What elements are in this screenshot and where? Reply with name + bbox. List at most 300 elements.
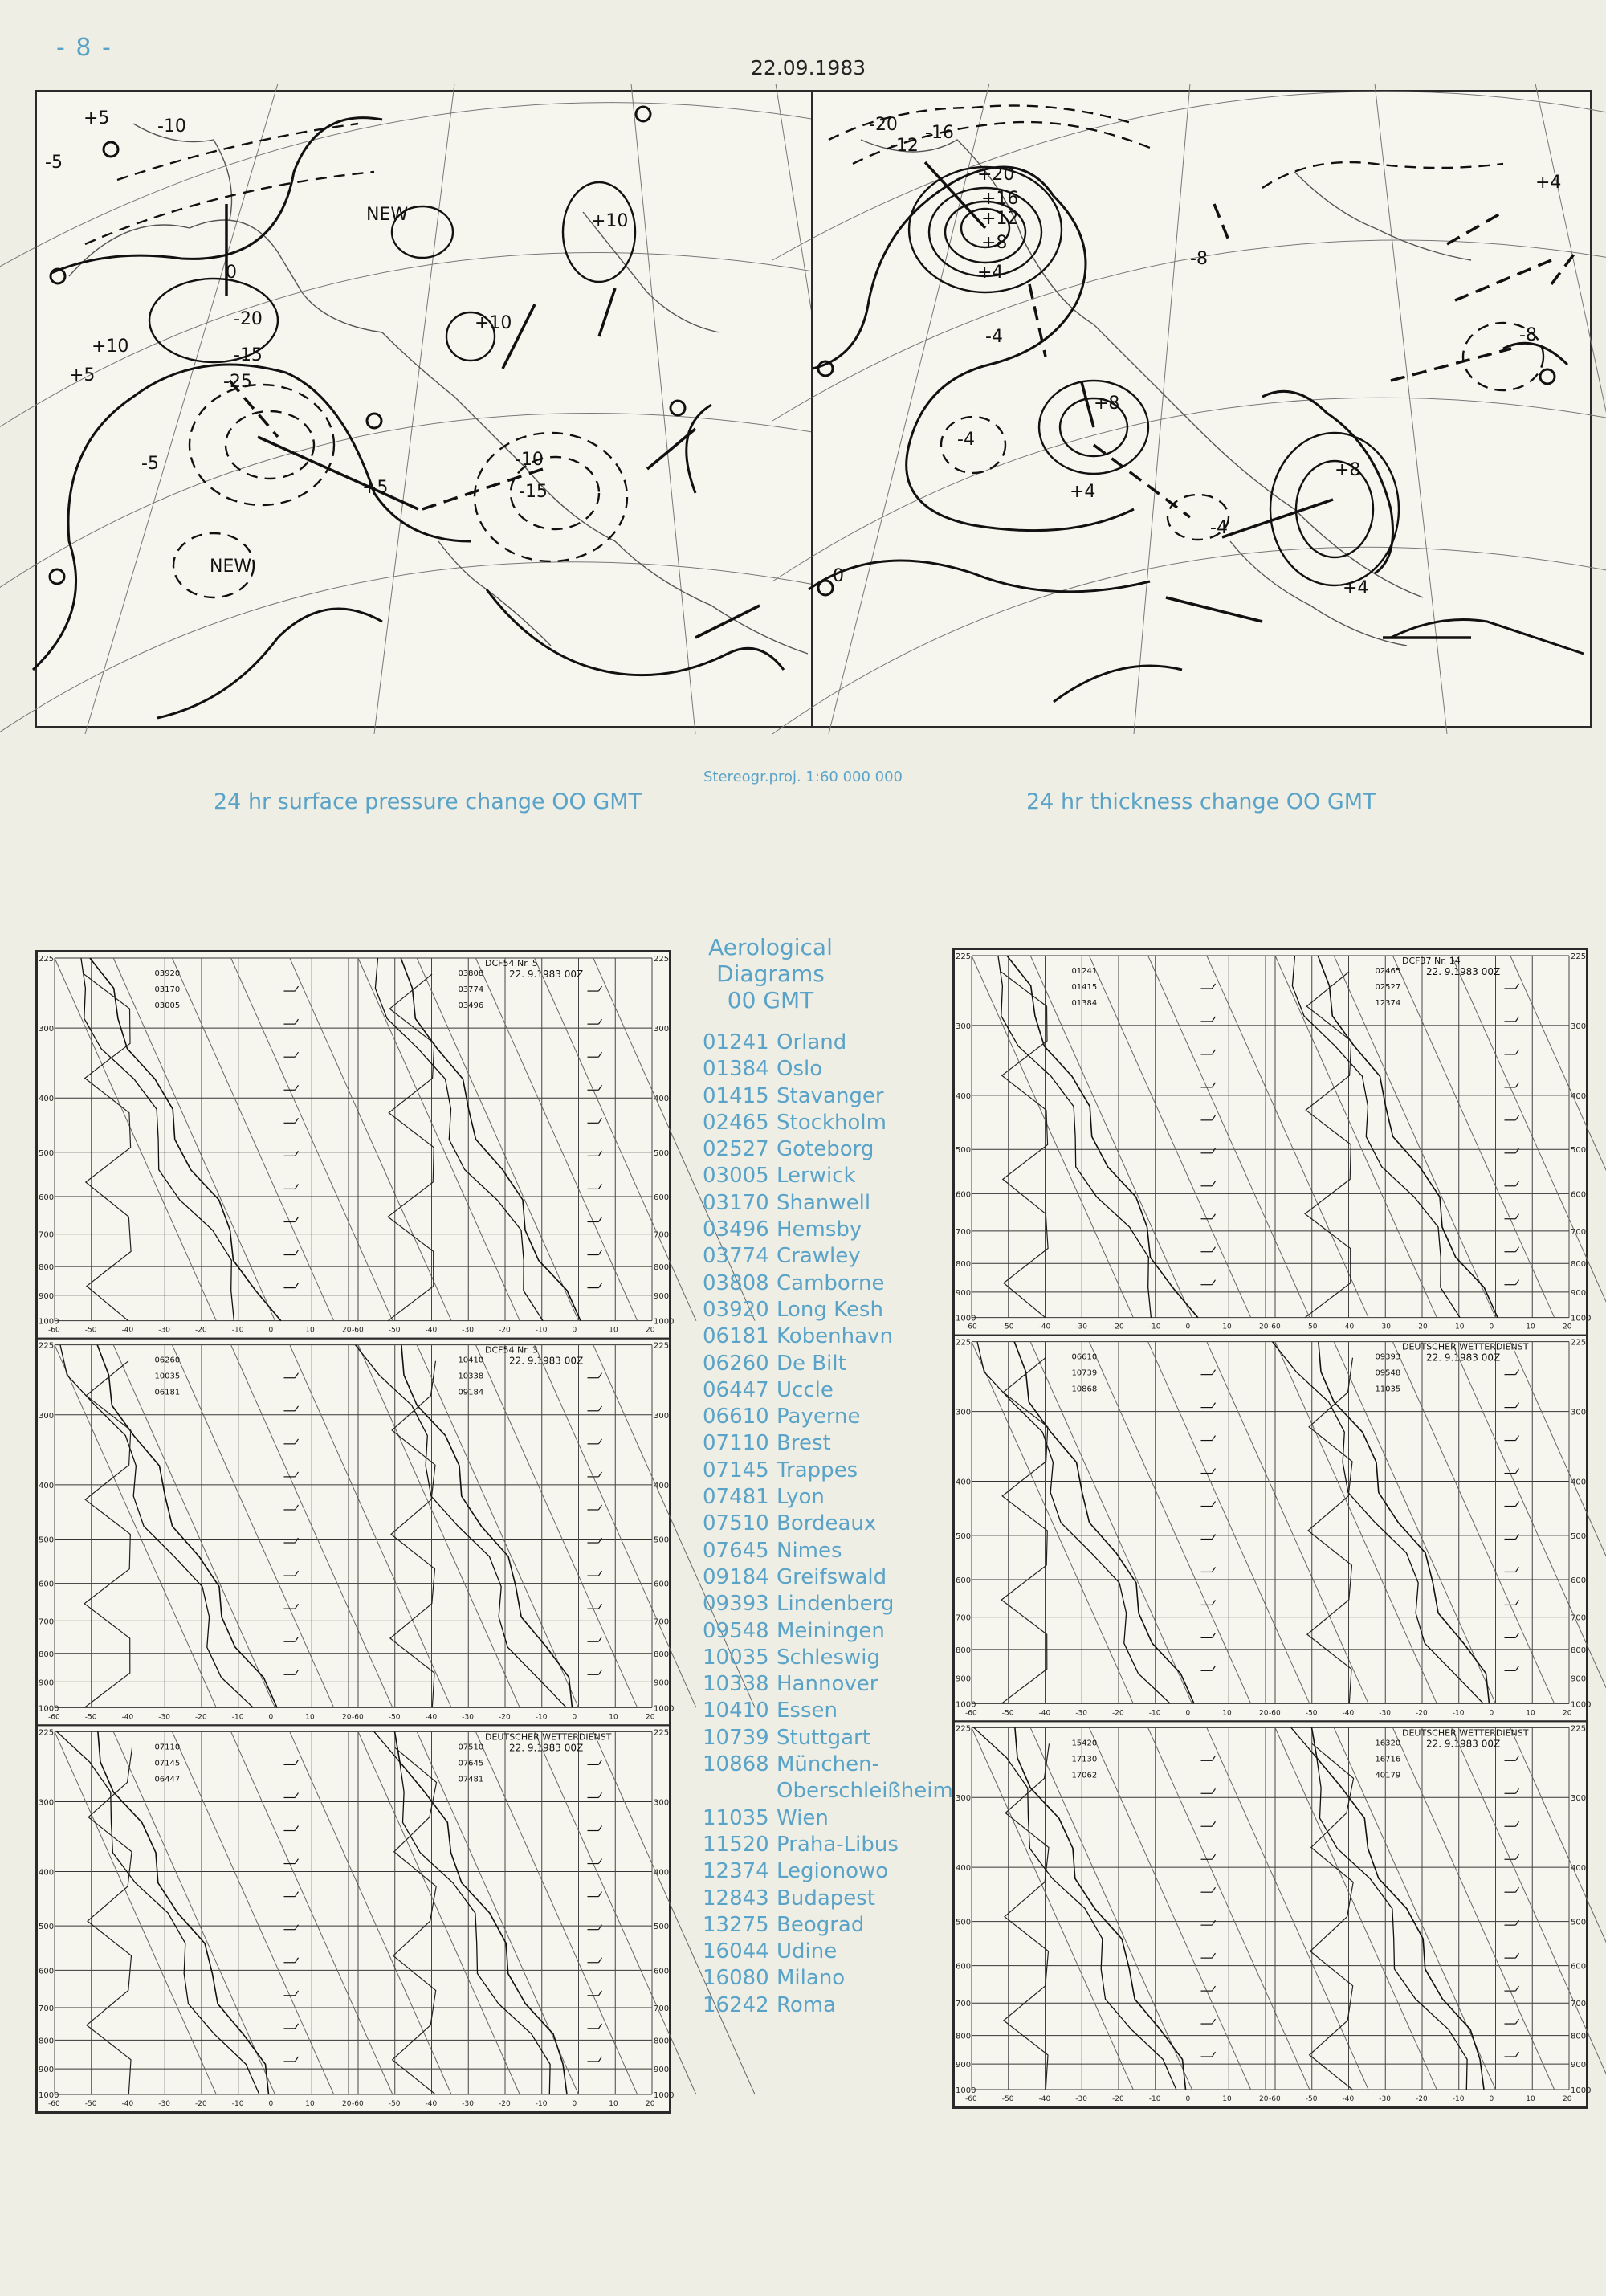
temperature-tick-label: -10 <box>231 1713 244 1722</box>
pressure-tick-label: 225 <box>1571 952 1587 961</box>
sounding-station-code: 15420 <box>1071 1739 1098 1748</box>
pressure-tick-label: 400 <box>956 1478 972 1487</box>
temperature-tick-label: -60 <box>352 1713 364 1722</box>
sounding-station-code: 06447 <box>154 1775 181 1784</box>
station-name: Greifswald <box>777 1564 887 1589</box>
pressure-tick-label: 600 <box>654 1967 670 1976</box>
pressure-tick-label: 600 <box>1571 1576 1587 1585</box>
isoline-label: -4 <box>1210 518 1228 538</box>
pressure-tick-label: 400 <box>39 1868 55 1878</box>
station-name: Camborne <box>777 1270 885 1295</box>
temperature-tick-label: 10 <box>609 1713 618 1722</box>
sounding-station-code: 40179 <box>1375 1771 1401 1780</box>
station-name: Uccle <box>777 1377 834 1402</box>
temperature-tick-label: 10 <box>305 1713 315 1722</box>
isoline-label: -10 <box>157 116 186 137</box>
isoline-label: -5 <box>45 153 63 173</box>
temperature-tick-label: -40 <box>1038 1709 1051 1718</box>
temperature-tick-label: -40 <box>1342 2095 1355 2103</box>
isoline-label: +5 <box>69 365 96 385</box>
pressure-tick-label: 1000 <box>39 1704 59 1714</box>
station-code: 02465 <box>703 1110 769 1135</box>
station-name: Payerne <box>777 1405 861 1429</box>
temperature-tick-label: -40 <box>121 1713 134 1722</box>
temperature-tick-label: 10 <box>1526 1323 1535 1332</box>
isoline-label: 0 <box>226 263 237 283</box>
station-name: Wien <box>777 1805 829 1830</box>
pressure-tick-label: 225 <box>39 955 55 964</box>
sounding-panel-date: 22. 9.1983 00Z <box>1426 1352 1501 1364</box>
station-row <box>703 1163 953 1189</box>
pressure-tick-label: 225 <box>956 1724 972 1734</box>
station-code: 03808 <box>703 1270 769 1295</box>
station-code: 10739 <box>703 1725 769 1750</box>
station-code: 09184 <box>703 1564 769 1589</box>
temperature-tick-label: -50 <box>388 1713 401 1722</box>
station-code: 01241 <box>703 1030 769 1054</box>
pressure-tick-label: 600 <box>956 1576 972 1585</box>
temperature-tick-label: 20 <box>1259 1709 1269 1718</box>
pressure-tick-label: 400 <box>1571 1864 1587 1874</box>
temperature-tick-label: -40 <box>121 2100 134 2108</box>
sounding-station-code: 01241 <box>1071 967 1098 976</box>
pressure-tick-label: 800 <box>956 1646 972 1655</box>
pressure-tick-label: 1000 <box>654 1317 675 1327</box>
station-row <box>703 1965 953 1992</box>
sounding-panel-title: DCF54 Nr. 3 <box>485 1344 538 1356</box>
sounding-panel-date: 22. 9.1983 00Z <box>1426 1738 1501 1750</box>
pressure-tick-label: 225 <box>956 952 972 961</box>
sounding-station-code: 17062 <box>1071 1771 1098 1780</box>
temperature-tick-label: -60 <box>965 1709 977 1718</box>
pressure-tick-label: 700 <box>1571 1613 1587 1623</box>
temperature-tick-label: -10 <box>1452 1709 1465 1718</box>
temperature-tick-label: -60 <box>48 2100 60 2108</box>
temperature-tick-label: 10 <box>1222 2095 1232 2103</box>
pressure-tick-label: 600 <box>1571 1962 1587 1972</box>
station-code: 01415 <box>703 1083 769 1108</box>
sounding-panel-title: DEUTSCHER WETTERDIENST <box>1402 1341 1529 1352</box>
sounding-panel-date: 22. 9.1983 00Z <box>509 969 584 980</box>
station-row <box>703 1886 953 1912</box>
station-name: Kobenhavn <box>777 1324 893 1349</box>
station-list <box>703 1030 953 2019</box>
sounding-panel-title: DCF37 Nr. 14 <box>1402 956 1461 966</box>
pressure-tick-label: 1000 <box>39 1317 59 1327</box>
temperature-tick-label: -20 <box>195 2100 207 2108</box>
pressure-tick-label: 500 <box>654 1148 670 1158</box>
station-code: 16242 <box>703 1992 769 2017</box>
station-name: Hemsby <box>777 1217 862 1242</box>
station-row <box>703 1992 953 2019</box>
temperature-tick-label: 0 <box>1185 1323 1191 1332</box>
temperature-tick-label: 20 <box>1563 1709 1572 1718</box>
isoline-label: +20 <box>977 165 1015 185</box>
temperature-tick-label: -50 <box>1305 1709 1318 1718</box>
pressure-tick-label: 225 <box>654 1728 670 1738</box>
pressure-tick-label: 300 <box>956 1794 972 1804</box>
sounding-station-code: 06610 <box>1071 1352 1098 1362</box>
sounding-station-code: 03808 <box>458 969 484 978</box>
sounding-panel-date: 22. 9.1983 00Z <box>509 1355 584 1367</box>
aerological-diagram-left <box>35 950 675 2114</box>
temperature-tick-label: 0 <box>572 2100 577 2108</box>
station-code: 11520 <box>703 1832 769 1857</box>
temperature-tick-label: -30 <box>158 2100 170 2108</box>
station-code: 03170 <box>703 1190 769 1215</box>
isoline-label: +8 <box>981 233 1008 253</box>
station-row <box>703 1056 953 1083</box>
temperature-tick-label: 10 <box>1526 2095 1535 2103</box>
pressure-tick-label: 800 <box>1571 2032 1587 2041</box>
temperature-tick-label: -20 <box>1416 1323 1428 1332</box>
station-code: 07645 <box>703 1538 769 1563</box>
isoline-label: +5 <box>84 108 110 128</box>
sounding-panel-title: DEUTSCHER WETTERDIENST <box>485 1731 612 1743</box>
station-row <box>703 1030 953 1056</box>
temperature-tick-label: -20 <box>195 1326 207 1335</box>
pressure-tick-label: 800 <box>39 1650 55 1659</box>
sounding-panel <box>37 1339 755 1726</box>
isoline-label: -4 <box>957 430 975 450</box>
surface-pressure-change-map <box>35 90 813 728</box>
temperature-tick-label: -50 <box>1001 1323 1014 1332</box>
pressure-tick-label: 400 <box>654 1095 670 1104</box>
station-name: Roma <box>777 1992 837 2017</box>
pressure-tick-label: 400 <box>1571 1478 1587 1487</box>
pressure-tick-label: 300 <box>39 1411 55 1421</box>
pressure-tick-label: 1000 <box>39 2091 59 2100</box>
station-name: Crawley <box>777 1244 861 1269</box>
station-code: 06181 <box>703 1324 769 1349</box>
pressure-tick-label: 800 <box>956 2032 972 2041</box>
pressure-tick-label: 700 <box>1571 2000 1587 2009</box>
sounding-station-code: 16320 <box>1375 1739 1401 1748</box>
station-row <box>703 1110 953 1136</box>
pressure-tick-label: 600 <box>956 1190 972 1200</box>
station-row <box>703 1377 953 1404</box>
thickness-change-map <box>811 90 1592 728</box>
temperature-tick-label: -50 <box>1001 2095 1014 2103</box>
station-name: Lerwick <box>777 1164 856 1189</box>
pressure-tick-label: 500 <box>1571 1918 1587 1927</box>
isoline-label: -10 <box>515 450 544 470</box>
pressure-tick-label: 400 <box>654 1868 670 1878</box>
pressure-tick-label: 500 <box>654 1535 670 1545</box>
pressure-tick-label: 400 <box>39 1095 55 1104</box>
temperature-tick-label: -20 <box>1112 1323 1124 1332</box>
sounding-station-code: 06181 <box>154 1388 181 1397</box>
temperature-tick-label: 10 <box>1222 1323 1232 1332</box>
pressure-tick-label: 225 <box>39 1728 55 1738</box>
pressure-tick-label: 225 <box>654 1341 670 1351</box>
pressure-map-drawing <box>37 92 811 726</box>
isoline-label: +16 <box>981 189 1019 209</box>
pressure-tick-label: 300 <box>654 1025 670 1034</box>
sounding-panel <box>954 949 1606 1336</box>
station-row <box>703 1858 953 1885</box>
station-name: Brest <box>777 1431 831 1456</box>
station-code: 07481 <box>703 1485 769 1510</box>
pressure-tick-label: 300 <box>956 1022 972 1031</box>
station-row <box>703 1912 953 1939</box>
aerological-diagram-right-drawing <box>954 949 1592 2107</box>
pressure-tick-label: 500 <box>39 1535 55 1545</box>
sounding-station-code: 02465 <box>1375 967 1401 976</box>
temperature-tick-label: -50 <box>1001 1709 1014 1718</box>
pressure-tick-label: 400 <box>39 1481 55 1491</box>
sounding-panel-date: 22. 9.1983 00Z <box>509 1742 584 1754</box>
isoline-label: +5 <box>362 478 389 498</box>
station-row <box>703 1939 953 1965</box>
temperature-tick-label: 20 <box>342 2100 352 2108</box>
station-code: 09548 <box>703 1618 769 1643</box>
temperature-tick-label: -30 <box>462 2100 474 2108</box>
temperature-tick-label: 10 <box>1222 1709 1232 1718</box>
station-row <box>703 1618 953 1645</box>
pressure-tick-label: 600 <box>654 1580 670 1589</box>
station-row <box>703 1538 953 1564</box>
pressure-tick-label: 900 <box>956 1674 972 1684</box>
station-code: 12843 <box>703 1886 769 1911</box>
station-row <box>703 1832 953 1858</box>
pressure-tick-label: 900 <box>654 2066 670 2075</box>
temperature-tick-label: -40 <box>1342 1323 1355 1332</box>
temperature-tick-label: 10 <box>609 2100 618 2108</box>
pressure-tick-label: 500 <box>1571 1531 1587 1541</box>
pressure-tick-label: 700 <box>1571 1227 1587 1237</box>
temperature-tick-label: -50 <box>84 1326 97 1335</box>
pressure-tick-label: 800 <box>956 1260 972 1270</box>
temperature-tick-label: -10 <box>535 2100 548 2108</box>
sounding-station-code: 16716 <box>1375 1755 1401 1764</box>
station-name: Meiningen <box>777 1618 885 1643</box>
temperature-tick-label: 20 <box>342 1326 352 1335</box>
pressure-tick-label: 225 <box>1571 1724 1587 1734</box>
pressure-tick-label: 1000 <box>1571 1314 1592 1323</box>
page-number: - 8 - <box>56 34 112 62</box>
station-row <box>703 1243 953 1270</box>
temperature-tick-label: 0 <box>1489 1709 1494 1718</box>
station-name: Trappes <box>777 1458 858 1482</box>
sounding-station-code: 02527 <box>1375 983 1401 992</box>
sounding-station-code: 03005 <box>154 1001 181 1010</box>
pressure-tick-label: 900 <box>1571 1674 1587 1684</box>
station-name: Bordeaux <box>777 1511 877 1536</box>
sounding-station-code: 10035 <box>154 1372 181 1381</box>
sounding-station-code: 12374 <box>1375 999 1401 1008</box>
station-name: Udine <box>777 1939 838 1964</box>
station-code: 07510 <box>703 1511 769 1536</box>
station-row <box>703 1564 953 1591</box>
temperature-tick-label: -50 <box>1305 1323 1318 1332</box>
pressure-tick-label: 600 <box>956 1962 972 1972</box>
isoline-label: +4 <box>1343 578 1369 598</box>
station-name: Praha-Libus <box>777 1832 899 1857</box>
isoline-label: +4 <box>977 263 1004 283</box>
station-row <box>703 1083 953 1110</box>
pressure-tick-label: 600 <box>1571 1190 1587 1200</box>
temperature-tick-label: -60 <box>48 1713 60 1722</box>
station-row <box>703 1217 953 1243</box>
isoline-label: +10 <box>591 211 629 231</box>
pressure-tick-label: 900 <box>654 1291 670 1301</box>
pressure-tick-label: 700 <box>654 1230 670 1240</box>
pressure-tick-label: 900 <box>39 2066 55 2075</box>
sounding-station-code: 01384 <box>1071 999 1098 1008</box>
pressure-tick-label: 300 <box>39 1025 55 1034</box>
temperature-tick-label: -10 <box>1452 1323 1465 1332</box>
temperature-tick-label: -30 <box>462 1713 474 1722</box>
sounding-station-code: 07510 <box>458 1743 484 1752</box>
temperature-tick-label: -10 <box>231 2100 244 2108</box>
sounding-station-code: 03774 <box>458 985 484 994</box>
pressure-tick-label: 800 <box>39 2037 55 2046</box>
station-name: Lindenberg <box>777 1592 895 1617</box>
isoline-label: -25 <box>223 372 252 392</box>
station-code: 13275 <box>703 1912 769 1937</box>
pressure-tick-label: 500 <box>654 1923 670 1932</box>
sounding-station-code: 07645 <box>458 1759 484 1768</box>
station-row <box>703 1270 953 1297</box>
station-code: 03005 <box>703 1164 769 1189</box>
isoline-label: 0 <box>833 566 844 586</box>
temperature-tick-label: -10 <box>1148 1323 1161 1332</box>
temperature-tick-label: 20 <box>1259 2095 1269 2103</box>
temperature-tick-label: -30 <box>1379 2095 1391 2103</box>
temperature-tick-label: 0 <box>572 1326 577 1335</box>
pressure-tick-label: 700 <box>654 1617 670 1627</box>
station-name: Lyon <box>777 1485 825 1510</box>
pressure-tick-label: 500 <box>956 1531 972 1541</box>
isoline-label: -12 <box>890 136 919 156</box>
station-row <box>703 1645 953 1671</box>
station-code: 10338 <box>703 1672 769 1697</box>
pressure-tick-label: 500 <box>39 1148 55 1158</box>
temperature-tick-label: -40 <box>1038 1323 1051 1332</box>
sounding-station-code: 10868 <box>1071 1385 1098 1394</box>
isoline-label: +4 <box>1535 173 1562 193</box>
sounding-station-code: 03170 <box>154 985 181 994</box>
temperature-tick-label: -60 <box>48 1326 60 1335</box>
sounding-panel <box>954 1336 1606 1722</box>
station-code: 10868 <box>703 1752 769 1777</box>
station-name: Stavanger <box>777 1083 884 1108</box>
station-name: Oberschleißheim <box>777 1779 953 1804</box>
pressure-tick-label: 300 <box>1571 1794 1587 1804</box>
pressure-tick-label: 500 <box>39 1923 55 1932</box>
temperature-tick-label: -20 <box>195 1713 207 1722</box>
isoline-label: -5 <box>141 454 159 474</box>
isoline-label: +4 <box>1070 482 1096 502</box>
isoline-label: -8 <box>1519 325 1537 345</box>
temperature-tick-label: -20 <box>1416 2095 1428 2103</box>
sounding-station-code: 09548 <box>1375 1368 1401 1378</box>
temperature-tick-label: -60 <box>352 2100 364 2108</box>
station-name: Hannover <box>777 1672 878 1697</box>
sounding-station-code: 07145 <box>154 1759 181 1768</box>
pressure-tick-label: 700 <box>654 2004 670 2014</box>
station-row <box>703 1671 953 1698</box>
sounding-station-code: 09184 <box>458 1388 484 1397</box>
aerological-diagram-left-drawing <box>37 952 675 2112</box>
sounding-station-code: 06260 <box>154 1356 181 1365</box>
temperature-tick-label: 0 <box>1489 1323 1494 1332</box>
station-row <box>703 1805 953 1832</box>
temperature-tick-label: -20 <box>1112 2095 1124 2103</box>
temperature-tick-label: -40 <box>1038 2095 1051 2103</box>
station-name: Essen <box>777 1699 838 1723</box>
sounding-station-code: 09393 <box>1375 1352 1401 1362</box>
station-code: 16044 <box>703 1939 769 1964</box>
station-name: Orland <box>777 1030 847 1054</box>
pressure-map-labels <box>45 108 628 577</box>
temperature-tick-label: 10 <box>609 1326 618 1335</box>
isoline-label: -20 <box>234 309 263 329</box>
isoline-label: -15 <box>234 345 263 365</box>
page-date: 22.09.1983 <box>751 56 866 80</box>
station-row <box>703 1190 953 1217</box>
station-name: Stuttgart <box>777 1725 870 1750</box>
pressure-tick-label: 700 <box>956 2000 972 2009</box>
pressure-tick-label: 225 <box>1571 1338 1587 1348</box>
sounding-panel-title: DEUTSCHER WETTERDIENST <box>1402 1727 1529 1739</box>
temperature-tick-label: -40 <box>425 2100 438 2108</box>
pressure-tick-label: 700 <box>39 2004 55 2014</box>
pressure-tick-label: 300 <box>1571 1022 1587 1031</box>
station-row <box>703 1458 953 1484</box>
station-name: Long Kesh <box>777 1297 883 1322</box>
pressure-tick-label: 300 <box>39 1798 55 1808</box>
pressure-map-caption: 24 hr surface pressure change OO GMT <box>214 789 642 814</box>
temperature-tick-label: -40 <box>1342 1709 1355 1718</box>
pressure-tick-label: 1000 <box>956 1314 976 1323</box>
pressure-tick-label: 800 <box>654 1263 670 1273</box>
temperature-tick-label: -50 <box>388 2100 401 2108</box>
station-code <box>703 1778 777 1805</box>
station-row <box>703 1698 953 1724</box>
pressure-tick-label: 400 <box>956 1091 972 1101</box>
isoline-label: +8 <box>1335 460 1361 480</box>
station-code: 01384 <box>703 1057 769 1082</box>
station-code: 10410 <box>703 1699 769 1723</box>
pressure-tick-label: 600 <box>39 1193 55 1202</box>
temperature-tick-label: -10 <box>231 1326 244 1335</box>
temperature-tick-label: -50 <box>84 1713 97 1722</box>
pressure-tick-label: 900 <box>39 1678 55 1688</box>
sounding-station-code: 10410 <box>458 1356 484 1365</box>
pressure-tick-label: 1000 <box>956 2086 976 2095</box>
thickness-map-caption: 24 hr thickness change OO GMT <box>1026 789 1376 814</box>
temperature-tick-label: 20 <box>646 2100 655 2108</box>
pressure-tick-label: 1000 <box>1571 1700 1592 1710</box>
pressure-tick-label: 700 <box>39 1230 55 1240</box>
sounding-station-code: 07110 <box>154 1743 181 1752</box>
sounding-panel <box>37 952 755 1339</box>
projection-note: Stereogr.proj. 1:60 000 000 <box>703 769 903 785</box>
station-row <box>703 1778 953 1805</box>
temperature-tick-label: 0 <box>268 1713 274 1722</box>
temperature-tick-label: -60 <box>1269 1709 1281 1718</box>
station-row <box>703 1297 953 1323</box>
temperature-tick-label: 20 <box>646 1713 655 1722</box>
station-name: München- <box>777 1752 880 1777</box>
station-name: Nimes <box>777 1538 842 1563</box>
temperature-tick-label: -40 <box>121 1326 134 1335</box>
pressure-tick-label: 900 <box>654 1678 670 1688</box>
station-name: Milano <box>777 1966 846 1991</box>
sounding-station-code: 01415 <box>1071 983 1098 992</box>
